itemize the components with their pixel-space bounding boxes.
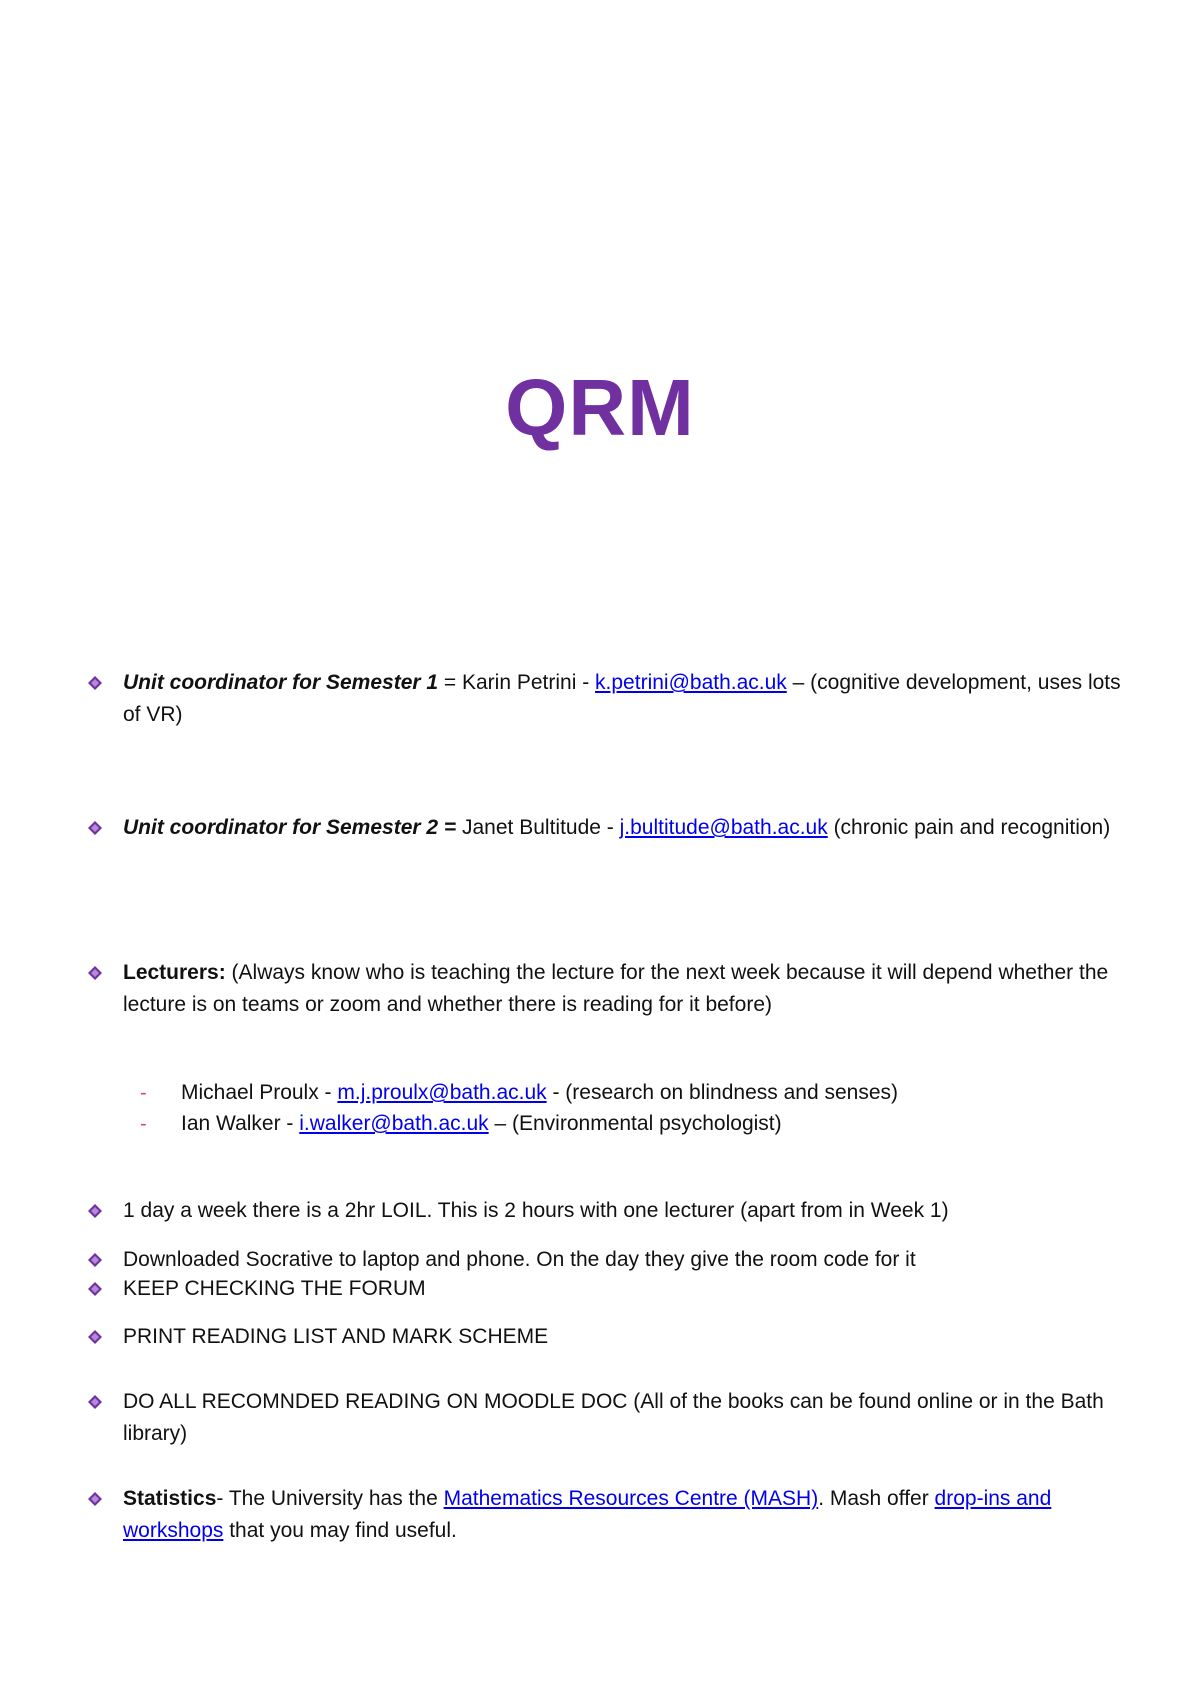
- lecturers-label: Lecturers:: [123, 961, 226, 984]
- forum-text: KEEP CHECKING THE FORUM: [123, 1277, 426, 1300]
- diamond-icon: [88, 821, 102, 835]
- print-text: PRINT READING LIST AND MARK SCHEME: [123, 1325, 549, 1348]
- diamond-icon: [88, 1253, 102, 1267]
- reading-text: DO ALL RECOMNDED READING ON MOODLE DOC (All of the books can be found online or in the Bath library): [123, 1390, 1104, 1445]
- statistics-text-2: . Mash offer: [818, 1487, 935, 1510]
- diamond-icon: [88, 1492, 102, 1506]
- semester-2-label: Unit coordinator for Semester 2 =: [123, 816, 457, 839]
- list-item-semester-1: [88, 667, 1128, 731]
- semester-1-note: – (cognitive development, uses lots of VR): [123, 671, 1121, 726]
- diamond-icon: [88, 1395, 102, 1409]
- sub-item-proulx: [140, 1077, 1130, 1109]
- sub-item-walker: [140, 1108, 1130, 1140]
- list-item-forum: [88, 1273, 1128, 1305]
- list-item-lecturers: [88, 957, 1128, 1021]
- diamond-icon: [88, 1204, 102, 1218]
- semester-1-label: Unit coordinator for Semester 1: [123, 671, 439, 694]
- email-link-proulx[interactable]: m.j.proulx@bath.ac.uk: [337, 1081, 547, 1104]
- diamond-icon: [88, 676, 102, 690]
- dash-bullet: -: [140, 1113, 147, 1135]
- email-link-bultitude[interactable]: j.bultitude@bath.ac.uk: [619, 816, 828, 839]
- list-item-reading: [88, 1386, 1128, 1450]
- email-link-petrini[interactable]: k.petrini@bath.ac.uk: [595, 671, 787, 694]
- list-item-statistics: [88, 1483, 1128, 1547]
- list-item-semester-2: [88, 812, 1128, 844]
- proulx-name: Michael Proulx -: [181, 1081, 338, 1104]
- diamond-icon: [88, 966, 102, 980]
- lecturers-note: (Always know who is teaching the lecture for the next week because it will depend whether the lecture is on teams or zoom and whether there is reading for it before): [123, 961, 1109, 1016]
- page-title: QRM: [505, 363, 695, 452]
- drop-ins-link[interactable]: drop-ins and workshops: [123, 1487, 1052, 1542]
- semester-1-name: = Karin Petrini -: [438, 671, 596, 694]
- statistics-label: Statistics: [123, 1487, 217, 1510]
- statistics-text-1: - The University has the: [216, 1487, 444, 1510]
- diamond-icon: [88, 1282, 102, 1296]
- dash-bullet: -: [140, 1082, 147, 1104]
- diamond-icon: [88, 1330, 102, 1344]
- list-item-loil: [88, 1195, 1128, 1227]
- proulx-note: - (research on blindness and senses): [546, 1081, 898, 1104]
- semester-2-note: (chronic pain and recognition): [827, 816, 1111, 839]
- walker-note: – (Environmental psychologist): [488, 1112, 782, 1135]
- email-link-walker[interactable]: i.walker@bath.ac.uk: [299, 1112, 489, 1135]
- loil-text: 1 day a week there is a 2hr LOIL. This is 2 hours with one lecturer (apart from in Week 1): [123, 1199, 949, 1222]
- semester-2-name: Janet Bultitude -: [456, 816, 620, 839]
- list-item-print: [88, 1321, 1128, 1353]
- mash-link[interactable]: Mathematics Resources Centre (MASH): [443, 1487, 819, 1510]
- statistics-text-3: that you may find useful.: [223, 1519, 457, 1542]
- socrative-text: Downloaded Socrative to laptop and phone. On the day they give the room code for it: [123, 1248, 916, 1271]
- list-item-socrative: [88, 1244, 1128, 1276]
- walker-name: Ian Walker -: [181, 1112, 300, 1135]
